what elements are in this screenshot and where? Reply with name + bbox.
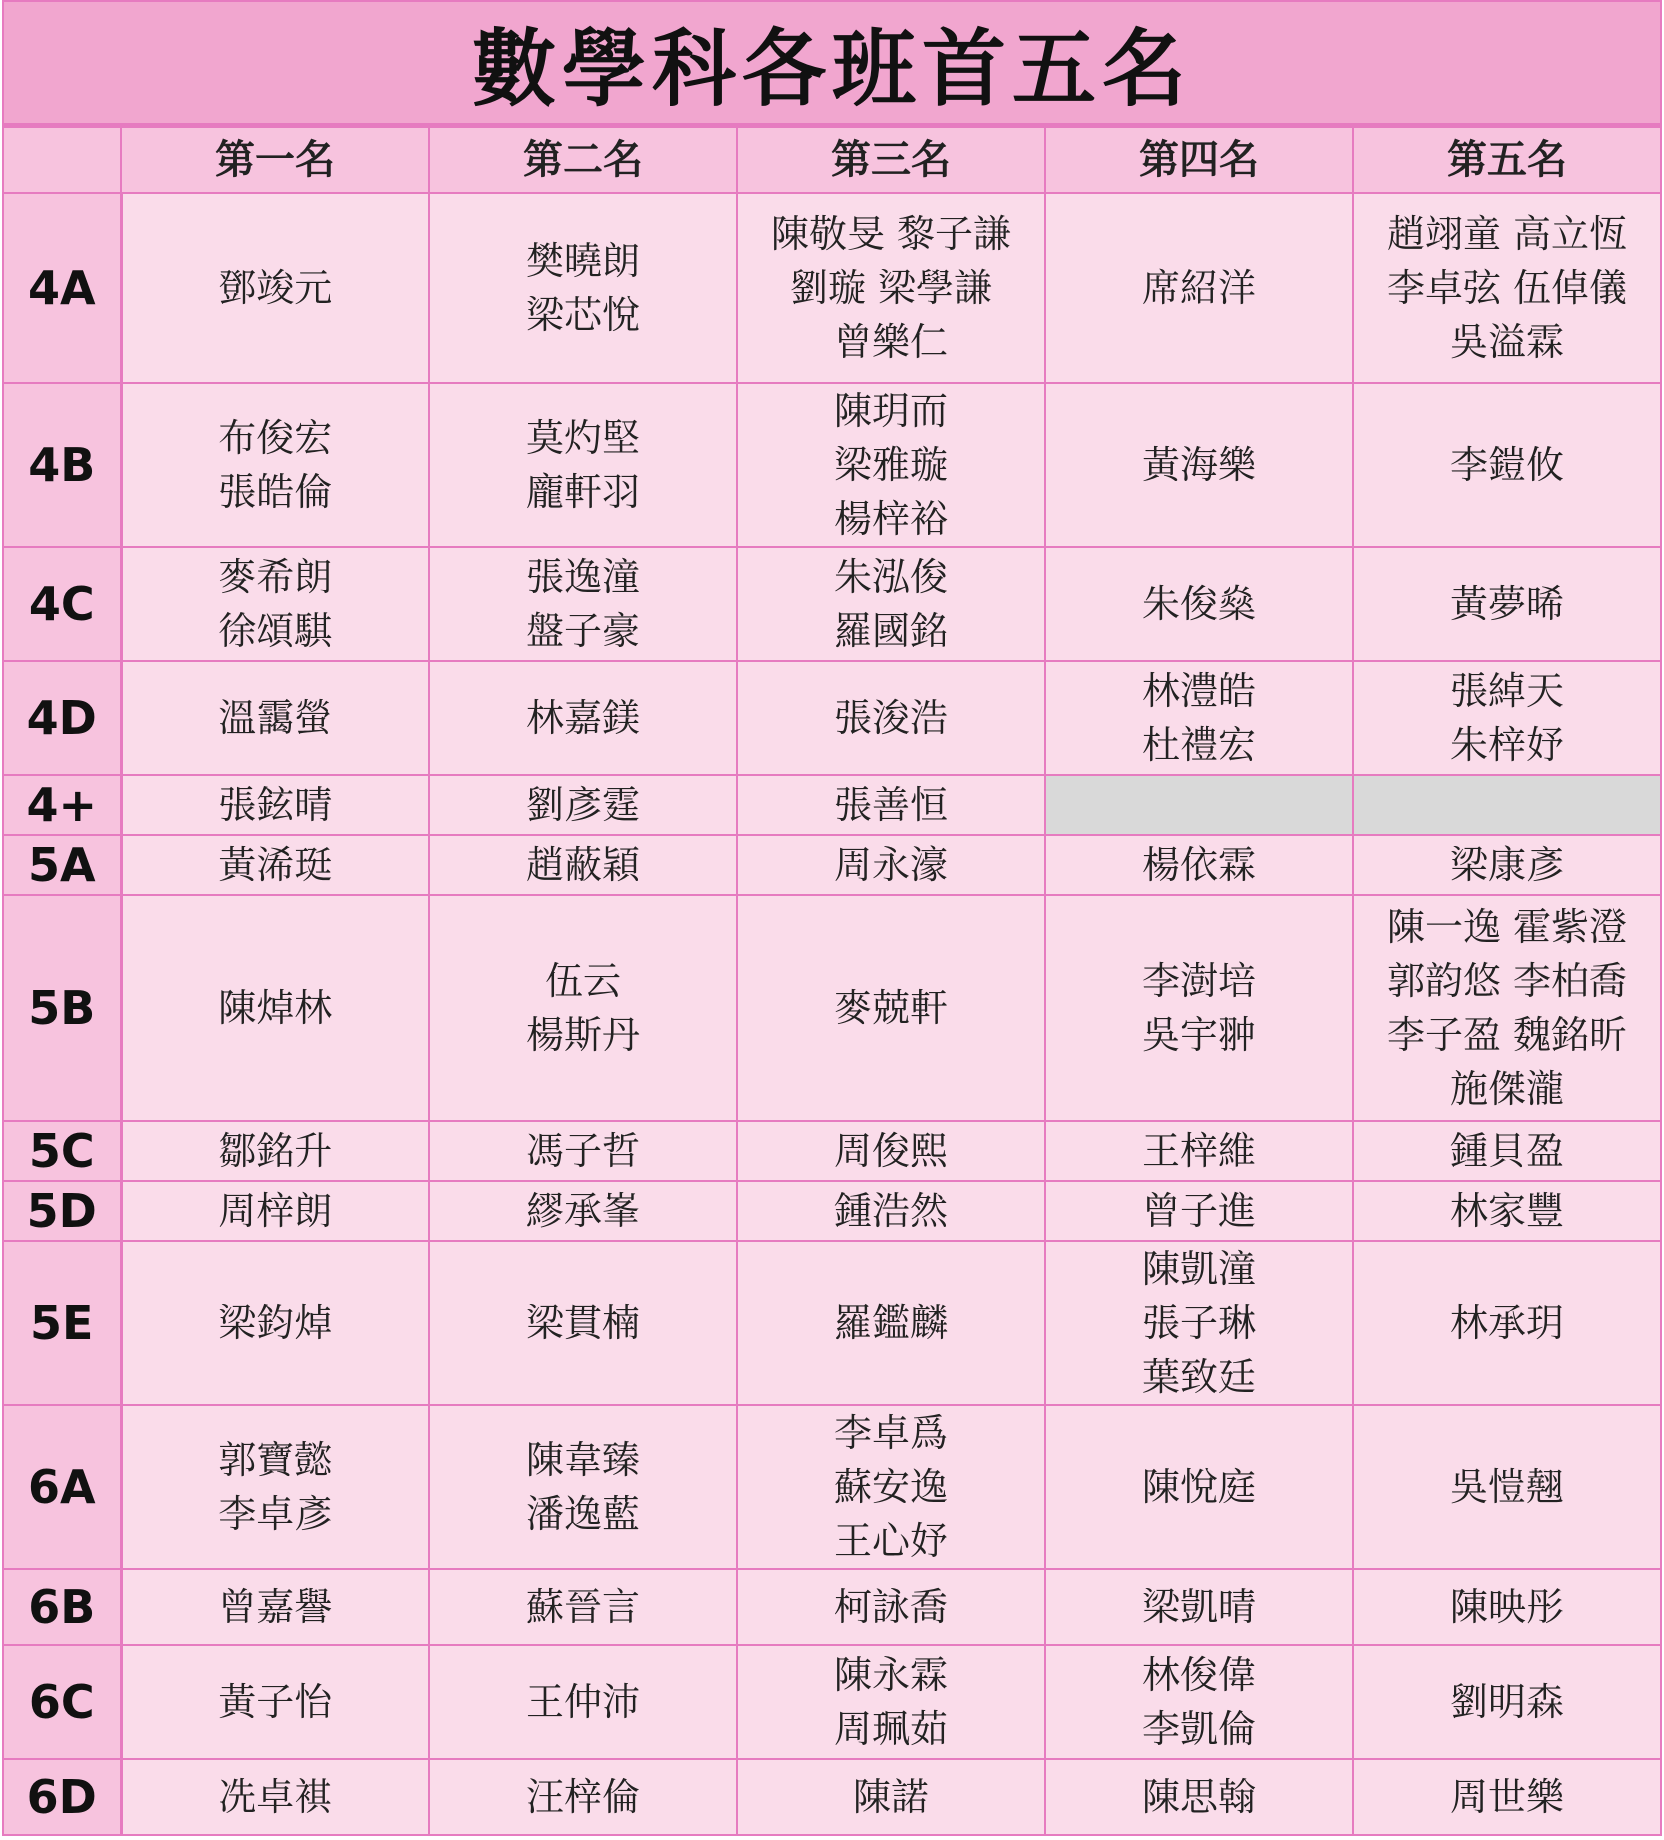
rank-3-cell xyxy=(737,835,1045,895)
table-row xyxy=(3,1121,1661,1181)
table-row xyxy=(3,547,1661,661)
header-row xyxy=(3,127,1661,193)
student-name: 楊依霖 xyxy=(1141,843,1256,887)
student-name: 劉彥霆 xyxy=(525,783,640,827)
empty-cell xyxy=(1045,775,1353,835)
student-name: 梁康彥 xyxy=(1449,843,1564,887)
rank-5-cell xyxy=(1353,1241,1661,1405)
ranking-sheet xyxy=(2,0,1662,1836)
student-name: 繆承峯 xyxy=(525,1189,640,1233)
rank-4-cell xyxy=(1045,1759,1353,1835)
rank-2-cell xyxy=(429,661,737,775)
student-name: 趙翊童 高立恆 xyxy=(1386,212,1628,256)
rank-3-cell xyxy=(737,1645,1045,1759)
student-name: 龐軒羽 xyxy=(525,470,640,514)
header-rank-4: 第四名 xyxy=(1045,127,1353,193)
rank-4-cell xyxy=(1045,1121,1353,1181)
header-rank-3: 第三名 xyxy=(737,127,1045,193)
class-label: 4A xyxy=(3,193,121,383)
rank-4-cell xyxy=(1045,1645,1353,1759)
student-name: 蘇安逸 xyxy=(833,1465,948,1509)
rank-4-cell xyxy=(1045,1241,1353,1405)
student-name: 李凱倫 xyxy=(1141,1707,1256,1751)
rank-1-cell xyxy=(121,1121,429,1181)
rank-2-cell xyxy=(429,1645,737,1759)
class-label: 4C xyxy=(3,547,121,661)
student-name: 馮子哲 xyxy=(525,1129,640,1173)
student-name: 陳諾 xyxy=(852,1775,929,1819)
student-name: 林嘉鎂 xyxy=(525,696,640,740)
student-name: 劉璇 梁學謙 xyxy=(789,266,993,310)
student-name: 黃夢晞 xyxy=(1449,582,1564,626)
rank-5-cell xyxy=(1353,1121,1661,1181)
student-name: 施傑瀧 xyxy=(1449,1067,1564,1111)
rank-5-cell xyxy=(1353,547,1661,661)
student-name: 鍾浩然 xyxy=(833,1189,948,1233)
class-label: 5C xyxy=(3,1121,121,1181)
student-name: 張善恒 xyxy=(833,783,948,827)
rank-5-cell xyxy=(1353,895,1661,1121)
student-name: 周俊熙 xyxy=(833,1129,948,1173)
student-name: 曾嘉譽 xyxy=(218,1585,333,1629)
student-name: 杜禮宏 xyxy=(1141,723,1256,767)
empty-cell xyxy=(1353,775,1661,835)
student-name: 莫灼堅 xyxy=(525,416,640,460)
student-name: 張逸潼 xyxy=(525,555,640,599)
rank-5-cell xyxy=(1353,193,1661,383)
student-name: 林承玥 xyxy=(1449,1301,1564,1345)
rank-3-cell xyxy=(737,1121,1045,1181)
student-name: 陳玥而 xyxy=(833,389,948,433)
student-name: 郭寶懿 xyxy=(218,1438,333,1482)
table-row xyxy=(3,895,1661,1121)
page-title: 數學科各班首五名 xyxy=(2,0,1662,126)
student-name: 梁雅璇 xyxy=(833,443,948,487)
rank-1-cell xyxy=(121,661,429,775)
student-name: 梁凱晴 xyxy=(1141,1585,1256,1629)
student-name: 陳映彤 xyxy=(1449,1585,1564,1629)
table-row xyxy=(3,661,1661,775)
rank-4-cell xyxy=(1045,895,1353,1121)
student-name: 麥希朗 xyxy=(218,555,333,599)
table-row xyxy=(3,193,1661,383)
class-label: 6B xyxy=(3,1569,121,1645)
rank-2-cell xyxy=(429,383,737,547)
rank-5-cell xyxy=(1353,661,1661,775)
rank-2-cell xyxy=(429,1181,737,1241)
rank-1-cell xyxy=(121,1645,429,1759)
rank-4-cell xyxy=(1045,547,1353,661)
student-name: 朱梓妤 xyxy=(1449,723,1564,767)
rank-2-cell xyxy=(429,835,737,895)
rank-1-cell xyxy=(121,1181,429,1241)
student-name: 蘇晉言 xyxy=(525,1585,640,1629)
student-name: 王心妤 xyxy=(833,1519,948,1563)
rank-5-cell xyxy=(1353,835,1661,895)
student-name: 黃海樂 xyxy=(1141,443,1256,487)
rank-3-cell xyxy=(737,661,1045,775)
student-name: 柯詠喬 xyxy=(833,1585,948,1629)
class-label: 5D xyxy=(3,1181,121,1241)
student-name: 周珮茹 xyxy=(833,1707,948,1751)
student-name: 潘逸藍 xyxy=(525,1492,640,1536)
rank-5-cell xyxy=(1353,1569,1661,1645)
student-name: 張子琳 xyxy=(1141,1301,1256,1345)
rank-2-cell xyxy=(429,895,737,1121)
rank-5-cell xyxy=(1353,1405,1661,1569)
student-name: 張綽天 xyxy=(1449,669,1564,713)
student-name: 吳宇翀 xyxy=(1141,1013,1256,1057)
rank-3-cell xyxy=(737,1759,1045,1835)
header-rank-2: 第二名 xyxy=(429,127,737,193)
rank-2-cell xyxy=(429,193,737,383)
table-row xyxy=(3,775,1661,835)
rank-5-cell xyxy=(1353,1181,1661,1241)
class-label: 5E xyxy=(3,1241,121,1405)
student-name: 汪梓倫 xyxy=(525,1775,640,1819)
rank-4-cell xyxy=(1045,1181,1353,1241)
rank-3-cell xyxy=(737,1241,1045,1405)
rank-5-cell xyxy=(1353,1645,1661,1759)
student-name: 周永濠 xyxy=(833,843,948,887)
rank-3-cell xyxy=(737,775,1045,835)
student-name: 陳韋臻 xyxy=(525,1438,640,1482)
student-name: 梁鈞焯 xyxy=(218,1301,333,1345)
student-name: 李卓爲 xyxy=(833,1411,948,1455)
rank-3-cell xyxy=(737,383,1045,547)
rank-3-cell xyxy=(737,895,1045,1121)
student-name: 趙蔽穎 xyxy=(525,843,640,887)
student-name: 梁芯悅 xyxy=(525,293,640,337)
rank-4-cell xyxy=(1045,193,1353,383)
table-row xyxy=(3,1241,1661,1405)
student-name: 吳溢霖 xyxy=(1449,320,1564,364)
rank-2-cell xyxy=(429,547,737,661)
student-name: 黃浠珽 xyxy=(218,843,333,887)
rank-4-cell xyxy=(1045,383,1353,547)
rank-1-cell xyxy=(121,1241,429,1405)
student-name: 鍾貝盈 xyxy=(1449,1129,1564,1173)
table-row xyxy=(3,383,1661,547)
table-row xyxy=(3,1405,1661,1569)
student-name: 鄧竣元 xyxy=(218,266,333,310)
student-name: 陳敬旻 黎子謙 xyxy=(770,212,1012,256)
student-name: 楊斯丹 xyxy=(525,1013,640,1057)
rank-3-cell xyxy=(737,193,1045,383)
student-name: 郭韵悠 李柏喬 xyxy=(1386,959,1628,1003)
rank-4-cell xyxy=(1045,1405,1353,1569)
student-name: 朱泓俊 xyxy=(833,555,948,599)
student-name: 林俊偉 xyxy=(1141,1653,1256,1697)
student-name: 陳焯林 xyxy=(218,986,333,1030)
table-body xyxy=(3,193,1661,1835)
student-name: 張鉉晴 xyxy=(218,783,333,827)
student-name: 王仲沛 xyxy=(525,1680,640,1724)
table-row xyxy=(3,1569,1661,1645)
header-rank-1: 第一名 xyxy=(121,127,429,193)
class-label: 6A xyxy=(3,1405,121,1569)
class-label: 4+ xyxy=(3,775,121,835)
student-name: 麥兢軒 xyxy=(833,986,948,1030)
student-name: 李澍培 xyxy=(1141,959,1256,1003)
rank-2-cell xyxy=(429,775,737,835)
student-name: 陳凱潼 xyxy=(1141,1247,1256,1291)
header-rank-5: 第五名 xyxy=(1353,127,1661,193)
table-row xyxy=(3,1759,1661,1835)
rank-1-cell xyxy=(121,895,429,1121)
table-row xyxy=(3,1645,1661,1759)
table-row xyxy=(3,835,1661,895)
rank-1-cell xyxy=(121,1405,429,1569)
student-name: 葉致廷 xyxy=(1141,1355,1256,1399)
rank-1-cell xyxy=(121,1569,429,1645)
rank-5-cell xyxy=(1353,383,1661,547)
student-name: 周世樂 xyxy=(1449,1775,1564,1819)
student-name: 梁貫楠 xyxy=(525,1301,640,1345)
student-name: 羅國銘 xyxy=(833,609,948,653)
rank-3-cell xyxy=(737,1181,1045,1241)
student-name: 李鎧攸 xyxy=(1449,443,1564,487)
class-label: 5B xyxy=(3,895,121,1121)
rank-2-cell xyxy=(429,1405,737,1569)
rank-1-cell xyxy=(121,547,429,661)
student-name: 李卓弦 伍倬儀 xyxy=(1386,266,1628,310)
student-name: 林家豐 xyxy=(1449,1189,1564,1233)
student-name: 冼卓褀 xyxy=(218,1775,333,1819)
rank-2-cell xyxy=(429,1759,737,1835)
rank-3-cell xyxy=(737,1569,1045,1645)
student-name: 曾子進 xyxy=(1141,1189,1256,1233)
class-label: 6D xyxy=(3,1759,121,1835)
student-name: 席紹洋 xyxy=(1141,266,1256,310)
rank-3-cell xyxy=(737,1405,1045,1569)
ranking-table xyxy=(2,126,1662,1836)
student-name: 劉明森 xyxy=(1449,1680,1564,1724)
class-label: 5A xyxy=(3,835,121,895)
student-name: 陳思翰 xyxy=(1141,1775,1256,1819)
student-name: 羅鑑麟 xyxy=(833,1301,948,1345)
student-name: 李子盈 魏銘昕 xyxy=(1386,1013,1628,1057)
student-name: 黃子怡 xyxy=(218,1680,333,1724)
rank-1-cell xyxy=(121,383,429,547)
rank-2-cell xyxy=(429,1569,737,1645)
rank-3-cell xyxy=(737,547,1045,661)
rank-2-cell xyxy=(429,1241,737,1405)
class-label: 6C xyxy=(3,1645,121,1759)
student-name: 周梓朗 xyxy=(218,1189,333,1233)
student-name: 李卓彥 xyxy=(218,1492,333,1536)
student-name: 陳悅庭 xyxy=(1141,1465,1256,1509)
student-name: 溫靄螢 xyxy=(218,696,333,740)
class-label: 4D xyxy=(3,661,121,775)
student-name: 布俊宏 xyxy=(218,416,333,460)
rank-5-cell xyxy=(1353,1759,1661,1835)
student-name: 伍云 xyxy=(544,959,621,1003)
student-name: 林澧皓 xyxy=(1141,669,1256,713)
student-name: 張皓倫 xyxy=(218,470,333,514)
student-name: 張浚浩 xyxy=(833,696,948,740)
student-name: 曾樂仁 xyxy=(833,320,948,364)
table-row xyxy=(3,1181,1661,1241)
class-label: 4B xyxy=(3,383,121,547)
rank-4-cell xyxy=(1045,1569,1353,1645)
rank-1-cell xyxy=(121,835,429,895)
student-name: 王梓維 xyxy=(1141,1129,1256,1173)
rank-2-cell xyxy=(429,1121,737,1181)
rank-4-cell xyxy=(1045,661,1353,775)
rank-1-cell xyxy=(121,775,429,835)
student-name: 盤子豪 xyxy=(525,609,640,653)
student-name: 朱俊燊 xyxy=(1141,582,1256,626)
student-name: 徐頌騏 xyxy=(218,609,333,653)
student-name: 陳一逸 霍紫澄 xyxy=(1386,905,1628,949)
corner-cell xyxy=(3,127,121,193)
rank-1-cell xyxy=(121,1759,429,1835)
rank-1-cell xyxy=(121,193,429,383)
student-name: 吳愷翹 xyxy=(1449,1465,1564,1509)
student-name: 陳永霖 xyxy=(833,1653,948,1697)
student-name: 樊曉朗 xyxy=(525,239,640,283)
student-name: 鄒銘升 xyxy=(218,1129,333,1173)
rank-4-cell xyxy=(1045,835,1353,895)
student-name: 楊梓裕 xyxy=(833,497,948,541)
